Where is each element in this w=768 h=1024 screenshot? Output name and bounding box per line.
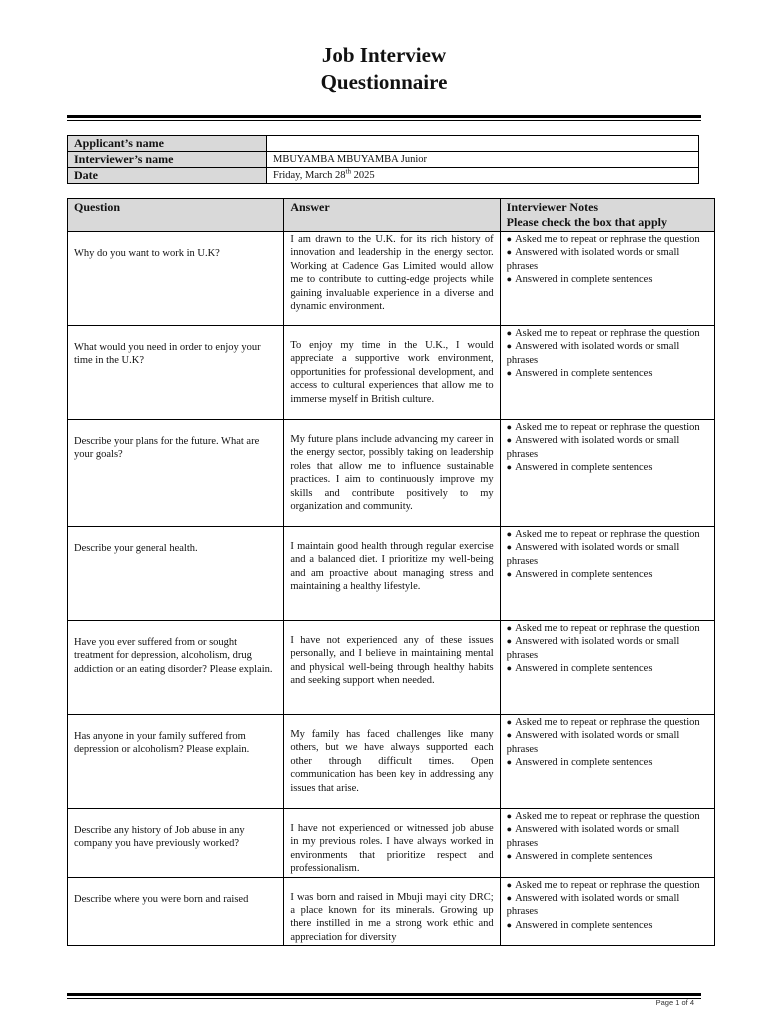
note-option[interactable] bbox=[507, 662, 708, 675]
note-option-label: Answered with isolated words or small phrases bbox=[506, 893, 680, 918]
applicant-label: Applicant’s name bbox=[68, 136, 267, 152]
note-option[interactable] bbox=[507, 340, 708, 367]
note-option-label: Answered in complete sentences bbox=[515, 569, 653, 581]
notes-cell bbox=[500, 527, 714, 621]
bullet-icon: ● bbox=[506, 529, 513, 539]
question-cell bbox=[68, 232, 284, 326]
note-option[interactable] bbox=[507, 528, 708, 541]
note-option[interactable] bbox=[507, 568, 708, 581]
answer-text: I maintain good health through regular exercise and a balanced diet. I prioritize my well-being and am proactive about managing stress and maintaining a healthy lifestyle. bbox=[290, 541, 494, 593]
question-text: Has anyone in your family suffered from depression or alcoholism? Please explain. bbox=[74, 731, 250, 756]
note-option-label: Asked me to repeat or rephrase the question bbox=[515, 234, 700, 245]
date-ordinal: th bbox=[345, 167, 351, 176]
bullet-icon: ● bbox=[506, 234, 513, 244]
note-option[interactable] bbox=[507, 273, 708, 286]
note-option[interactable] bbox=[507, 434, 708, 461]
notes-header-instruction: Please check the box that apply bbox=[506, 215, 667, 229]
question-text: Describe your plans for the future. What are your goals? bbox=[74, 436, 260, 461]
note-option-label: Answered with isolated words or small phrases bbox=[506, 542, 680, 567]
title-line-2: Questionnaire bbox=[320, 70, 448, 94]
interviewer-label: Interviewer’s name bbox=[68, 152, 267, 168]
note-option-label: Answered with isolated words or small phrases bbox=[506, 341, 680, 366]
answer-cell bbox=[284, 527, 500, 621]
bullet-icon: ● bbox=[506, 328, 513, 338]
note-option-label: Asked me to repeat or rephrase the question bbox=[515, 328, 700, 339]
notes-cell bbox=[500, 877, 714, 946]
note-option[interactable] bbox=[507, 367, 708, 380]
table-row bbox=[68, 809, 715, 878]
question-text: Why do you want to work in U.K? bbox=[74, 248, 220, 259]
note-option[interactable] bbox=[507, 879, 708, 892]
notes-header-title: Interviewer Notes bbox=[506, 200, 599, 214]
note-option[interactable] bbox=[507, 233, 708, 246]
bullet-icon: ● bbox=[506, 757, 513, 768]
applicant-value bbox=[267, 136, 699, 152]
table-row bbox=[68, 621, 715, 715]
interviewer-value: MBUYAMBA MBUYAMBA Junior bbox=[267, 152, 699, 168]
note-option-label: Asked me to repeat or rephrase the question bbox=[515, 422, 700, 433]
answer-cell bbox=[284, 715, 500, 809]
note-option[interactable] bbox=[507, 635, 708, 662]
answer-cell bbox=[284, 809, 500, 878]
header-rule-thin bbox=[67, 120, 701, 121]
table-row bbox=[68, 715, 715, 809]
answer-text: I have not experienced any of these issues personally, and I believe in maintaining mental and physical well-being through healthy habits and seeking support when needed. bbox=[290, 635, 494, 687]
bullet-icon: ● bbox=[506, 879, 513, 890]
question-cell bbox=[68, 715, 284, 809]
applicant-row bbox=[68, 136, 699, 152]
note-option[interactable] bbox=[507, 246, 708, 273]
question-text: Describe your general health. bbox=[74, 543, 198, 554]
question-cell bbox=[68, 809, 284, 878]
date-value bbox=[267, 168, 699, 184]
table-row bbox=[68, 877, 715, 946]
note-option-label: Answered in complete sentences bbox=[515, 663, 653, 675]
note-option-label: Asked me to repeat or rephrase the question bbox=[515, 879, 700, 891]
note-option-label: Asked me to repeat or rephrase the question bbox=[515, 529, 700, 540]
answer-header: Answer bbox=[284, 199, 500, 232]
notes-cell bbox=[500, 326, 714, 420]
footer-rule-thin bbox=[67, 998, 701, 999]
bullet-icon: ● bbox=[506, 717, 513, 727]
interviewer-row bbox=[68, 152, 699, 168]
answer-text: I was born and raised in Mbuji mayi city DRC; a place known for its minerals. Growing up there instilled in me a strong work ethic and appreciation for diversity bbox=[290, 891, 494, 943]
bullet-icon: ● bbox=[506, 247, 513, 258]
question-cell bbox=[68, 621, 284, 715]
note-option[interactable] bbox=[507, 327, 708, 340]
question-cell bbox=[68, 326, 284, 420]
bullet-icon: ● bbox=[506, 274, 513, 285]
table-row bbox=[68, 232, 715, 326]
note-option-label: Answered in complete sentences bbox=[515, 919, 653, 931]
note-option-label: Asked me to repeat or rephrase the question bbox=[515, 623, 700, 634]
answer-text: My future plans include advancing my career in the energy sector, possibly taking on leadership roles that allow me to influence sustainable practices. I aim to continuously improve my skills and contribute positively to my organization and community. bbox=[290, 434, 494, 513]
note-option[interactable] bbox=[507, 541, 708, 568]
footer-rule-thick bbox=[67, 993, 701, 996]
note-option[interactable] bbox=[507, 823, 708, 850]
question-text: Describe where you were born and raised bbox=[74, 893, 249, 905]
document-title bbox=[0, 42, 768, 96]
bullet-icon: ● bbox=[506, 636, 513, 647]
note-option-label: Answered in complete sentences bbox=[515, 462, 653, 474]
question-text: Describe any history of Job abuse in any company you have previously worked? bbox=[74, 825, 245, 850]
bullet-icon: ● bbox=[506, 368, 513, 379]
note-option-label: Answered with isolated words or small phrases bbox=[506, 247, 680, 272]
note-option[interactable] bbox=[507, 810, 708, 823]
note-option[interactable] bbox=[507, 716, 708, 729]
note-option[interactable] bbox=[507, 461, 708, 474]
bullet-icon: ● bbox=[506, 893, 513, 904]
question-text: Have you ever suffered from or sought treatment for depression, alcoholism, drug addiction or an eating disorder? Please explain. bbox=[74, 637, 273, 675]
note-option-label: Answered in complete sentences bbox=[515, 851, 653, 863]
note-option[interactable] bbox=[507, 850, 708, 863]
note-option-label: Answered with isolated words or small phrases bbox=[506, 636, 680, 661]
title-line-1: Job Interview bbox=[321, 43, 447, 67]
notes-cell bbox=[500, 809, 714, 878]
question-cell bbox=[68, 420, 284, 527]
note-option[interactable] bbox=[507, 892, 708, 919]
bullet-icon: ● bbox=[506, 824, 513, 835]
table-row bbox=[68, 326, 715, 420]
note-option-label: Answered with isolated words or small phrases bbox=[506, 730, 680, 755]
question-header: Question bbox=[68, 199, 284, 232]
date-label: Date bbox=[68, 168, 267, 184]
bullet-icon: ● bbox=[506, 663, 513, 674]
bullet-icon: ● bbox=[506, 542, 513, 553]
question-cell bbox=[68, 877, 284, 946]
table-header-row bbox=[68, 199, 715, 232]
note-option-label: Asked me to repeat or rephrase the question bbox=[515, 811, 700, 822]
bullet-icon: ● bbox=[506, 569, 513, 580]
date-row bbox=[68, 168, 699, 184]
answer-cell bbox=[284, 877, 500, 946]
note-option-label: Answered in complete sentences bbox=[515, 274, 653, 286]
question-text: What would you need in order to enjoy your time in the U.K? bbox=[74, 342, 261, 367]
answer-text: I have not experienced or witnessed job abuse in my previous roles. I have always worked in environments that prioritize respect and professionalism. bbox=[290, 823, 494, 875]
note-option[interactable] bbox=[507, 421, 708, 434]
bullet-icon: ● bbox=[506, 341, 513, 352]
notes-cell bbox=[500, 715, 714, 809]
questionnaire-table bbox=[67, 198, 715, 946]
answer-cell bbox=[284, 621, 500, 715]
header-rule-thick bbox=[67, 115, 701, 118]
bullet-icon: ● bbox=[506, 435, 513, 446]
notes-cell bbox=[500, 420, 714, 527]
bullet-icon: ● bbox=[506, 462, 513, 473]
answer-text: My family has faced challenges like many others, but we have always supported each other through difficult times. Open communication has been key in addressing any issues that arise. bbox=[290, 729, 494, 794]
note-option-label: Answered with isolated words or small phrases bbox=[506, 824, 680, 849]
bullet-icon: ● bbox=[506, 851, 513, 862]
applicant-info-table bbox=[67, 135, 699, 184]
answer-text: To enjoy my time in the U.K., I would appreciate a supportive work environment, opportunities for professional development, and access to cultural experiences that allow me to immerse myself in British culture. bbox=[290, 340, 494, 405]
note-option-label: Answered in complete sentences bbox=[515, 368, 653, 380]
note-option-label: Answered with isolated words or small phrases bbox=[506, 435, 680, 460]
answer-cell bbox=[284, 420, 500, 527]
answer-text: I am drawn to the U.K. for its rich history of innovation and leadership in the energy sector. Working at Cadence Gas Limited would allow me to contribute to cutting-edge projects while gaining invaluable experience in a diverse and dynamic environment. bbox=[290, 234, 494, 313]
notes-cell bbox=[500, 621, 714, 715]
note-option[interactable] bbox=[507, 919, 708, 932]
answer-cell bbox=[284, 232, 500, 326]
bullet-icon: ● bbox=[506, 919, 513, 930]
bullet-icon: ● bbox=[506, 730, 513, 741]
date-day: Friday, March 28 bbox=[273, 170, 346, 181]
notes-cell bbox=[500, 232, 714, 326]
table-row bbox=[68, 420, 715, 527]
bullet-icon: ● bbox=[506, 623, 513, 633]
note-option[interactable] bbox=[507, 729, 708, 756]
table-row bbox=[68, 527, 715, 621]
bullet-icon: ● bbox=[506, 422, 513, 432]
note-option-label: Answered in complete sentences bbox=[515, 757, 653, 769]
note-option[interactable] bbox=[507, 756, 708, 769]
page-number: Page 1 of 4 bbox=[655, 998, 694, 1007]
note-option-label: Asked me to repeat or rephrase the question bbox=[515, 717, 700, 728]
bullet-icon: ● bbox=[506, 811, 513, 821]
answer-cell bbox=[284, 326, 500, 420]
notes-header bbox=[500, 199, 714, 232]
question-cell bbox=[68, 527, 284, 621]
note-option[interactable] bbox=[507, 622, 708, 635]
date-year: 2025 bbox=[350, 170, 375, 181]
